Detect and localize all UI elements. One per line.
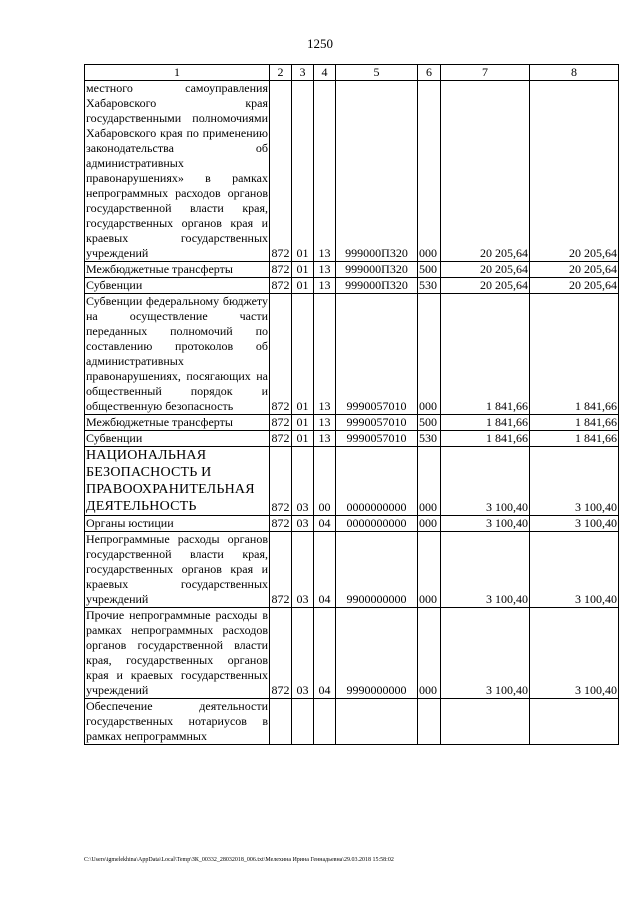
cell-gr: 872: [271, 431, 290, 445]
cell-amount-2: 20 205,64: [530, 262, 619, 278]
cell-rz: 03: [292, 447, 314, 516]
cell-amount-2: [530, 699, 619, 745]
header-col-1: 1: [85, 65, 270, 81]
table-row: [85, 447, 619, 516]
cell-rz: [292, 699, 314, 745]
cell-amount-1: 1 841,66: [441, 294, 530, 415]
cell-rz: 01: [292, 294, 314, 415]
cell-rz: 01: [292, 278, 314, 294]
cell-amount-1: 3 100,40: [441, 447, 530, 516]
cell-csr: 9900000000: [336, 532, 418, 608]
cell-pr: 13: [314, 415, 336, 431]
header-col-6: 6: [418, 65, 441, 81]
cell-csr: 0000000000: [336, 516, 418, 532]
cell-amount-1: 20 205,64: [441, 81, 530, 262]
cell-csr: 9990000000: [336, 608, 418, 699]
cell-gr: 872: [271, 415, 290, 429]
cell-pr: 13: [314, 262, 336, 278]
cell-pr: 13: [314, 431, 336, 447]
cell-amount-1: 20 205,64: [441, 278, 530, 294]
cell-rz: 01: [292, 262, 314, 278]
cell-pr: 13: [314, 294, 336, 415]
budget-table: [84, 64, 619, 745]
cell-csr: 999000П320: [336, 278, 418, 294]
cell-amount-2: 3 100,40: [530, 516, 619, 532]
cell-pr: 13: [314, 278, 336, 294]
row-name: Непрограммные расходы органов государственной власти края, государственных органов края и краевых государственных учреждений: [86, 532, 268, 606]
table-row: [85, 294, 619, 415]
page-number: 1250: [307, 36, 333, 51]
cell-amount-1: 3 100,40: [441, 532, 530, 608]
cell-rz: 01: [292, 431, 314, 447]
cell-vr: 530: [418, 278, 441, 294]
cell-rz: 03: [292, 608, 314, 699]
cell-gr: [270, 699, 292, 745]
cell-vr: 500: [418, 415, 441, 431]
cell-gr: 872: [270, 294, 292, 415]
table-row: [85, 81, 619, 262]
cell-amount-2: 1 841,66: [530, 431, 619, 447]
cell-csr: 999000П320: [336, 81, 418, 262]
cell-pr: 04: [314, 532, 336, 608]
cell-gr: 872: [270, 532, 292, 608]
row-name: Субвенции федеральному бюджету на осуществление части переданных полномочий по составлению протоколов об административных правонарушениях, посягающих на общественный порядок и общественную безопасность: [86, 294, 268, 413]
cell-rz: 01: [292, 415, 314, 431]
cell-amount-2: 3 100,40: [530, 532, 619, 608]
cell-amount-2: 20 205,64: [530, 81, 619, 262]
table-row: [85, 608, 619, 699]
row-name: Межбюджетные трансферты: [85, 262, 270, 278]
table-row: [85, 262, 619, 278]
cell-pr: 13: [314, 81, 336, 262]
cell-csr: 9990057010: [336, 294, 418, 415]
table-row: [85, 699, 619, 745]
table-row: [85, 415, 619, 431]
header-col-3: 3: [292, 65, 314, 81]
cell-amount-1: [441, 699, 530, 745]
cell-amount-1: 3 100,40: [441, 608, 530, 699]
document-footer-path: C:\Users\igmelekhina\AppData\Local\Temp\ЗК_00332_28032018_006.txt\Мелехина Ирина Геннадьевна\29.03.2018 15:58:02: [84, 857, 394, 863]
cell-vr: 000: [418, 447, 441, 516]
cell-vr: [418, 699, 441, 745]
cell-rz: 03: [292, 532, 314, 608]
cell-amount-1: 1 841,66: [441, 431, 530, 447]
header-col-5: 5: [336, 65, 418, 81]
row-name: НАЦИОНАЛЬНАЯ БЕЗОПАСНОСТЬ И ПРАВООХРАНИТЕЛЬНАЯ ДЕЯТЕЛЬНОСТЬ: [85, 447, 270, 516]
row-name: Субвенции: [85, 278, 270, 294]
cell-csr: 999000П320: [336, 262, 418, 278]
cell-vr: 000: [418, 532, 441, 608]
cell-amount-2: 20 205,64: [530, 278, 619, 294]
cell-pr: [314, 699, 336, 745]
cell-vr: 500: [418, 262, 441, 278]
cell-pr: 00: [314, 447, 336, 516]
cell-gr: 872: [271, 262, 290, 276]
cell-gr: 872: [271, 516, 290, 530]
cell-rz: 01: [292, 81, 314, 262]
table-row: [85, 278, 619, 294]
cell-amount-1: 3 100,40: [441, 516, 530, 532]
cell-vr: 000: [418, 81, 441, 262]
header-row: [85, 65, 619, 81]
cell-vr: 000: [418, 608, 441, 699]
cell-amount-1: 1 841,66: [441, 415, 530, 431]
cell-csr: [336, 699, 418, 745]
row-name: Прочие непрограммные расходы в рамках непрограммных расходов органов государственной власти края, государственных органов края и краевых государственных учреждений: [86, 608, 268, 697]
row-name: Межбюджетные трансферты: [85, 415, 270, 431]
row-name: Субвенции: [85, 431, 270, 447]
cell-gr: 872: [271, 278, 290, 292]
header-col-4: 4: [314, 65, 336, 81]
cell-vr: 530: [418, 431, 441, 447]
cell-amount-2: 3 100,40: [530, 608, 619, 699]
header-col-2: 2: [270, 65, 292, 81]
cell-vr: 000: [418, 294, 441, 415]
cell-pr: 04: [314, 516, 336, 532]
cell-amount-2: 3 100,40: [530, 447, 619, 516]
header-col-7: 7: [441, 65, 530, 81]
cell-pr: 04: [314, 608, 336, 699]
cell-csr: 9990057010: [336, 415, 418, 431]
row-name: Обеспечение деятельности государственных нотариусов в рамках непрограммных: [86, 699, 268, 743]
row-name: местного самоуправления Хабаровского края государственными полномочиями Хабаровского края по применению законодательства об административных правонарушениях» в рамках непрограммных расходов органов государственной власти края, государственных органов края и краевых государственных учреждений: [86, 81, 268, 260]
cell-amount-2: 1 841,66: [530, 415, 619, 431]
cell-gr: 872: [270, 81, 292, 262]
cell-csr: 9990057010: [336, 431, 418, 447]
header-col-8: 8: [530, 65, 619, 81]
cell-csr: 0000000000: [336, 447, 418, 516]
cell-gr: 872: [270, 447, 292, 516]
cell-rz: 03: [292, 516, 314, 532]
cell-amount-2: 1 841,66: [530, 294, 619, 415]
cell-vr: 000: [418, 516, 441, 532]
table-row: [85, 516, 619, 532]
table-row: [85, 431, 619, 447]
row-name: Органы юстиции: [85, 516, 270, 532]
cell-amount-1: 20 205,64: [441, 262, 530, 278]
table-row: [85, 532, 619, 608]
cell-gr: 872: [270, 608, 292, 699]
